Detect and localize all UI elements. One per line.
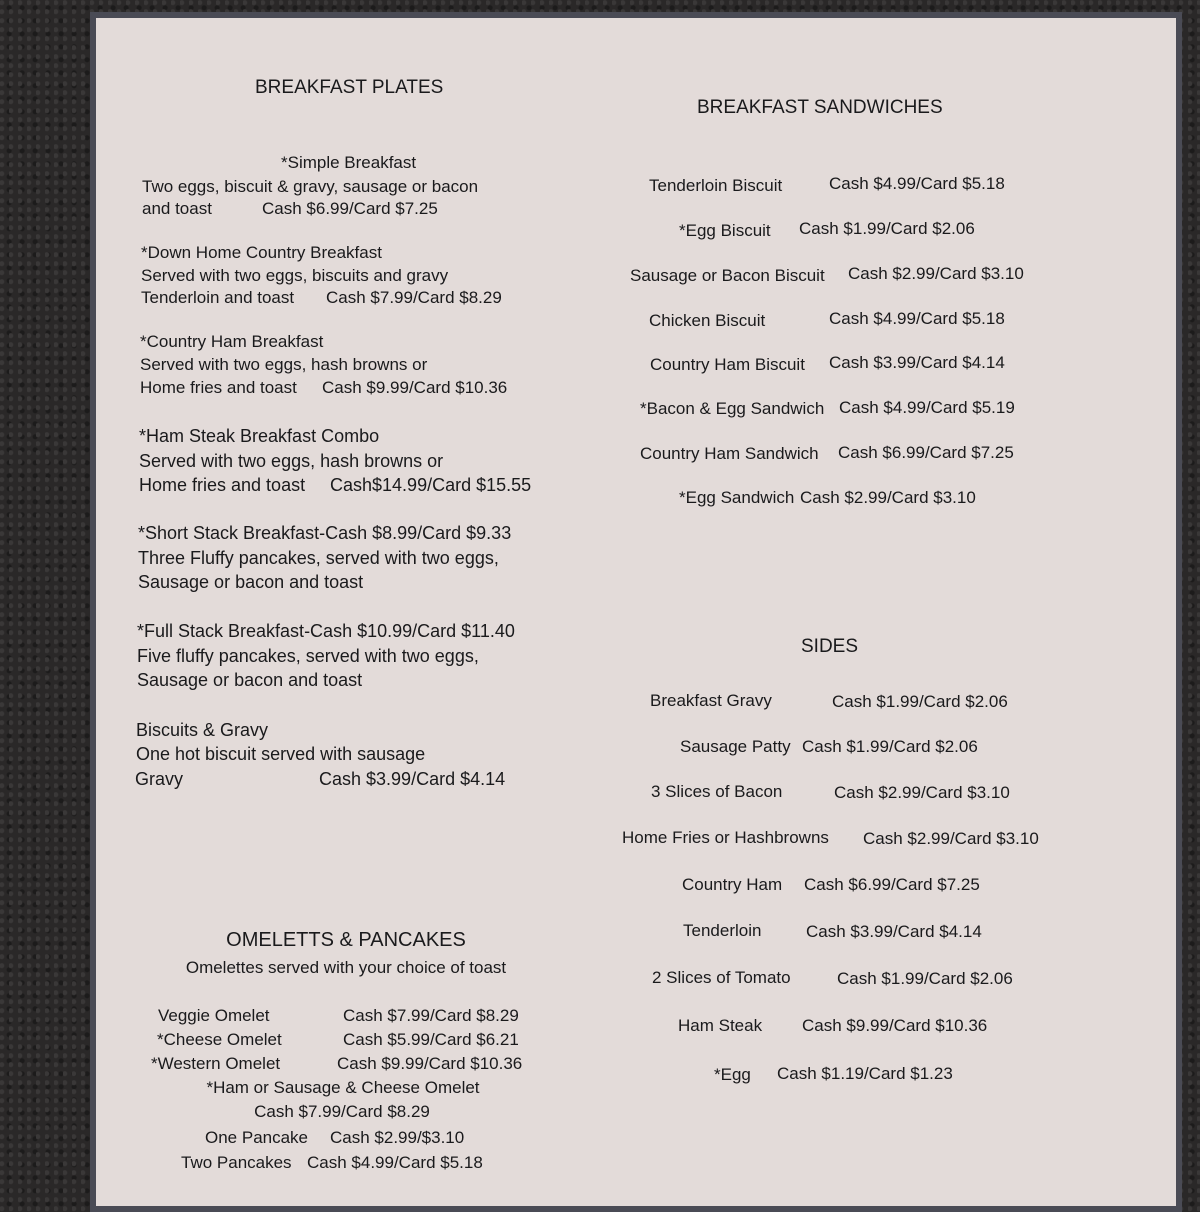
menu-item-name: Breakfast Gravy bbox=[650, 691, 772, 710]
menu-item-name: *Egg Sandwich bbox=[679, 488, 795, 507]
menu-item-name: 2 Slices of Tomato bbox=[652, 968, 791, 987]
menu-item-price: Cash $9.99/Card $10.36 bbox=[802, 1016, 988, 1035]
menu-item-name: Two Pancakes bbox=[181, 1153, 292, 1172]
menu-item-price: Cash $6.99/Card $7.25 bbox=[262, 199, 438, 218]
menu-item-desc: Home fries and toast bbox=[139, 475, 306, 495]
menu-item-name: 3 Slices of Bacon bbox=[651, 782, 783, 801]
menu-item-desc: Sausage or bacon and toast bbox=[137, 670, 363, 690]
menu-item-name: *Western Omelet bbox=[151, 1054, 281, 1073]
menu-item-price: Cash $1.19/Card $1.23 bbox=[777, 1064, 953, 1083]
menu-item-desc: Served with two eggs, hash browns or bbox=[140, 355, 428, 374]
menu-item-name: Biscuits & Gravy bbox=[136, 720, 269, 740]
menu-item-desc: One hot biscuit served with sausage bbox=[136, 744, 426, 764]
menu-item-price: Cash $1.99/Card $2.06 bbox=[832, 692, 1008, 711]
menu-item-desc: Home fries and toast bbox=[140, 378, 297, 397]
menu-item-desc: Gravy bbox=[135, 769, 184, 789]
menu-item-price: Cash $2.99/Card $3.10 bbox=[863, 829, 1039, 848]
menu-item-name: Home Fries or Hashbrowns bbox=[622, 828, 829, 847]
menu-item-price: Cash $4.99/Card $5.19 bbox=[839, 398, 1015, 417]
sides-title: SIDES bbox=[801, 636, 859, 657]
menu-item-desc: Tenderloin and toast bbox=[141, 288, 295, 307]
menu-item-name: Tenderloin bbox=[683, 921, 762, 940]
menu-item-price: Cash $1.99/Card $2.06 bbox=[837, 969, 1013, 988]
menu-item-desc: Served with two eggs, hash browns or bbox=[139, 451, 444, 471]
menu-item-price: Cash $2.99/Card $3.10 bbox=[800, 488, 976, 507]
menu-item-price: Cash $9.99/Card $10.36 bbox=[322, 378, 508, 397]
menu-item-price: Cash $4.99/Card $5.18 bbox=[829, 174, 1005, 193]
omelets-subtitle: Omelettes served with your choice of toast bbox=[185, 958, 507, 977]
menu-item-price: Cash $3.99/Card $4.14 bbox=[806, 922, 982, 941]
menu-item-desc: and toast bbox=[142, 199, 212, 218]
menu-item-price: Cash $2.99/Card $3.10 bbox=[834, 783, 1010, 802]
menu-item-price: Cash $9.99/Card $10.36 bbox=[337, 1054, 523, 1073]
menu-item-name: *Ham Steak Breakfast Combo bbox=[139, 426, 380, 446]
omelets-title: OMELETTS & PANCAKES bbox=[226, 929, 466, 951]
menu-item-name: Ham Steak bbox=[678, 1016, 763, 1035]
menu-item-name: *Down Home Country Breakfast bbox=[141, 243, 382, 262]
menu-item-name: *Egg Biscuit bbox=[679, 221, 771, 240]
menu-item-name: *Egg bbox=[714, 1065, 751, 1084]
menu-item-price: Cash$14.99/Card $15.55 bbox=[330, 475, 532, 495]
menu-item-name: Country Ham Sandwich bbox=[640, 444, 819, 463]
menu-item-price: Cash $3.99/Card $4.14 bbox=[319, 769, 506, 789]
menu-item-desc: Three Fluffy pancakes, served with two eggs, bbox=[138, 548, 499, 568]
menu-item-name: Sausage or Bacon Biscuit bbox=[630, 266, 825, 285]
menu-item-name: Veggie Omelet bbox=[158, 1006, 270, 1025]
menu-item-price: Cash $5.99/Card $6.21 bbox=[343, 1030, 519, 1049]
menu-item-name: Country Ham Biscuit bbox=[650, 355, 805, 374]
menu-item-desc: Five fluffy pancakes, served with two eggs, bbox=[137, 646, 479, 666]
menu-item-price: Cash $1.99/Card $2.06 bbox=[802, 737, 978, 756]
menu-item-name: *Short Stack Breakfast-Cash $8.99/Card $9.33 bbox=[138, 523, 512, 543]
menu-item-desc: Two eggs, biscuit & gravy, sausage or bacon bbox=[142, 177, 479, 196]
menu-item-name: One Pancake bbox=[205, 1128, 309, 1147]
menu-item-price: Cash $2.99/Card $3.10 bbox=[848, 264, 1024, 283]
menu-item-name: *Country Ham Breakfast bbox=[140, 332, 324, 351]
menu-item-price: Cash $7.99/Card $8.29 bbox=[343, 1006, 519, 1025]
menu-item-name: *Cheese Omelet bbox=[157, 1030, 282, 1049]
menu-item-price: Cash $3.99/Card $4.14 bbox=[829, 353, 1005, 372]
menu-item-name: *Full Stack Breakfast-Cash $10.99/Card $11.40 bbox=[137, 621, 515, 641]
menu-item-price: Cash $6.99/Card $7.25 bbox=[838, 443, 1014, 462]
menu-item-name: Chicken Biscuit bbox=[649, 311, 766, 330]
sandwiches-title: BREAKFAST SANDWICHES bbox=[697, 97, 943, 118]
menu-item-name: Country Ham bbox=[682, 875, 783, 894]
menu-item-name: Tenderloin Biscuit bbox=[649, 176, 783, 195]
menu-item-price: Cash $7.99/Card $8.29 bbox=[326, 288, 502, 307]
menu-item-name: Sausage Patty bbox=[680, 737, 791, 756]
menu-item-name: *Simple Breakfast bbox=[281, 153, 417, 172]
menu-item-name: *Ham or Sausage & Cheese Omelet bbox=[206, 1078, 480, 1097]
menu-item-name: *Bacon & Egg Sandwich bbox=[640, 399, 825, 418]
menu-item-desc: Served with two eggs, biscuits and gravy bbox=[141, 266, 449, 285]
menu-item-price: Cash $4.99/Card $5.18 bbox=[307, 1153, 483, 1172]
menu-item-price: Cash $4.99/Card $5.18 bbox=[829, 309, 1005, 328]
breakfast-plates-title: BREAKFAST PLATES bbox=[255, 77, 444, 98]
menu-item-price: Cash $6.99/Card $7.25 bbox=[804, 875, 980, 894]
menu-item-price: Cash $7.99/Card $8.29 bbox=[254, 1102, 430, 1121]
menu-item-price: Cash $1.99/Card $2.06 bbox=[799, 219, 975, 238]
menu-item-desc: Sausage or bacon and toast bbox=[138, 572, 364, 592]
menu-item-price: Cash $2.99/$3.10 bbox=[330, 1128, 465, 1147]
